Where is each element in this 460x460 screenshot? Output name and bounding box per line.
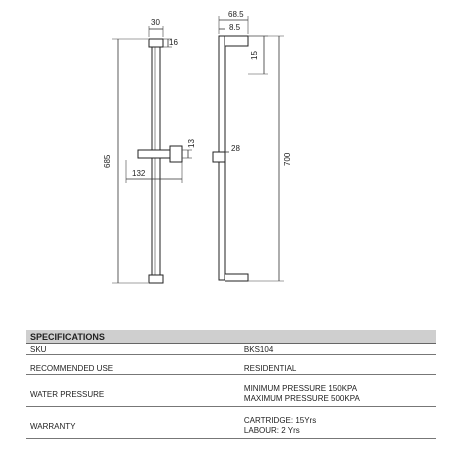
spec-value-line: MAXIMUM PRESSURE 500KPA [243,394,360,404]
front-dim-bracket-height: 13 [187,139,196,148]
front-dim-total-height: 685 [103,154,112,168]
spec-value: BKS104 [240,344,436,355]
side-dim-depth: 68.5 [228,10,244,19]
specifications-table [26,330,436,439]
spec-value-line: CARTRIDGE: 15Yrs [243,416,317,426]
specifications-title: SPECIFICATIONS [26,330,436,344]
side-dim-top-gap: 15 [250,51,259,60]
front-dim-bracket-width: 132 [132,169,146,178]
side-view [213,10,292,281]
spec-label: RECOMMENDED USE [26,363,240,375]
spec-row-water-pressure [26,383,436,407]
front-dim-top-small: 16 [169,38,178,47]
spec-row-recommended-use [26,363,436,375]
spec-value [240,415,436,439]
front-view [103,18,196,283]
spec-value-line: MINIMUM PRESSURE 150KPA [243,384,358,394]
spec-row-warranty [26,415,436,439]
front-top-cap [149,39,163,47]
side-holder [213,152,225,162]
front-holder [170,146,182,162]
side-dim-total-height: 700 [283,152,292,166]
spec-row-sku [26,344,436,355]
front-rail [152,47,160,275]
side-top-arm [225,36,248,46]
side-dim-holder-depth: 28 [231,144,240,153]
side-bottom-arm [225,274,248,281]
spec-value-line: LABOUR: 2 Yrs [243,426,300,436]
front-dim-top-width: 30 [151,18,160,27]
spec-value [240,383,436,407]
spec-label: WATER PRESSURE [26,383,240,407]
spec-label: WARRANTY [26,415,240,439]
specifications-header [26,330,436,344]
spec-value: RESIDENTIAL [240,363,436,375]
side-dim-offset: 8.5 [229,23,241,32]
front-bottom-cap [149,275,163,283]
spec-label: SKU [26,344,240,355]
